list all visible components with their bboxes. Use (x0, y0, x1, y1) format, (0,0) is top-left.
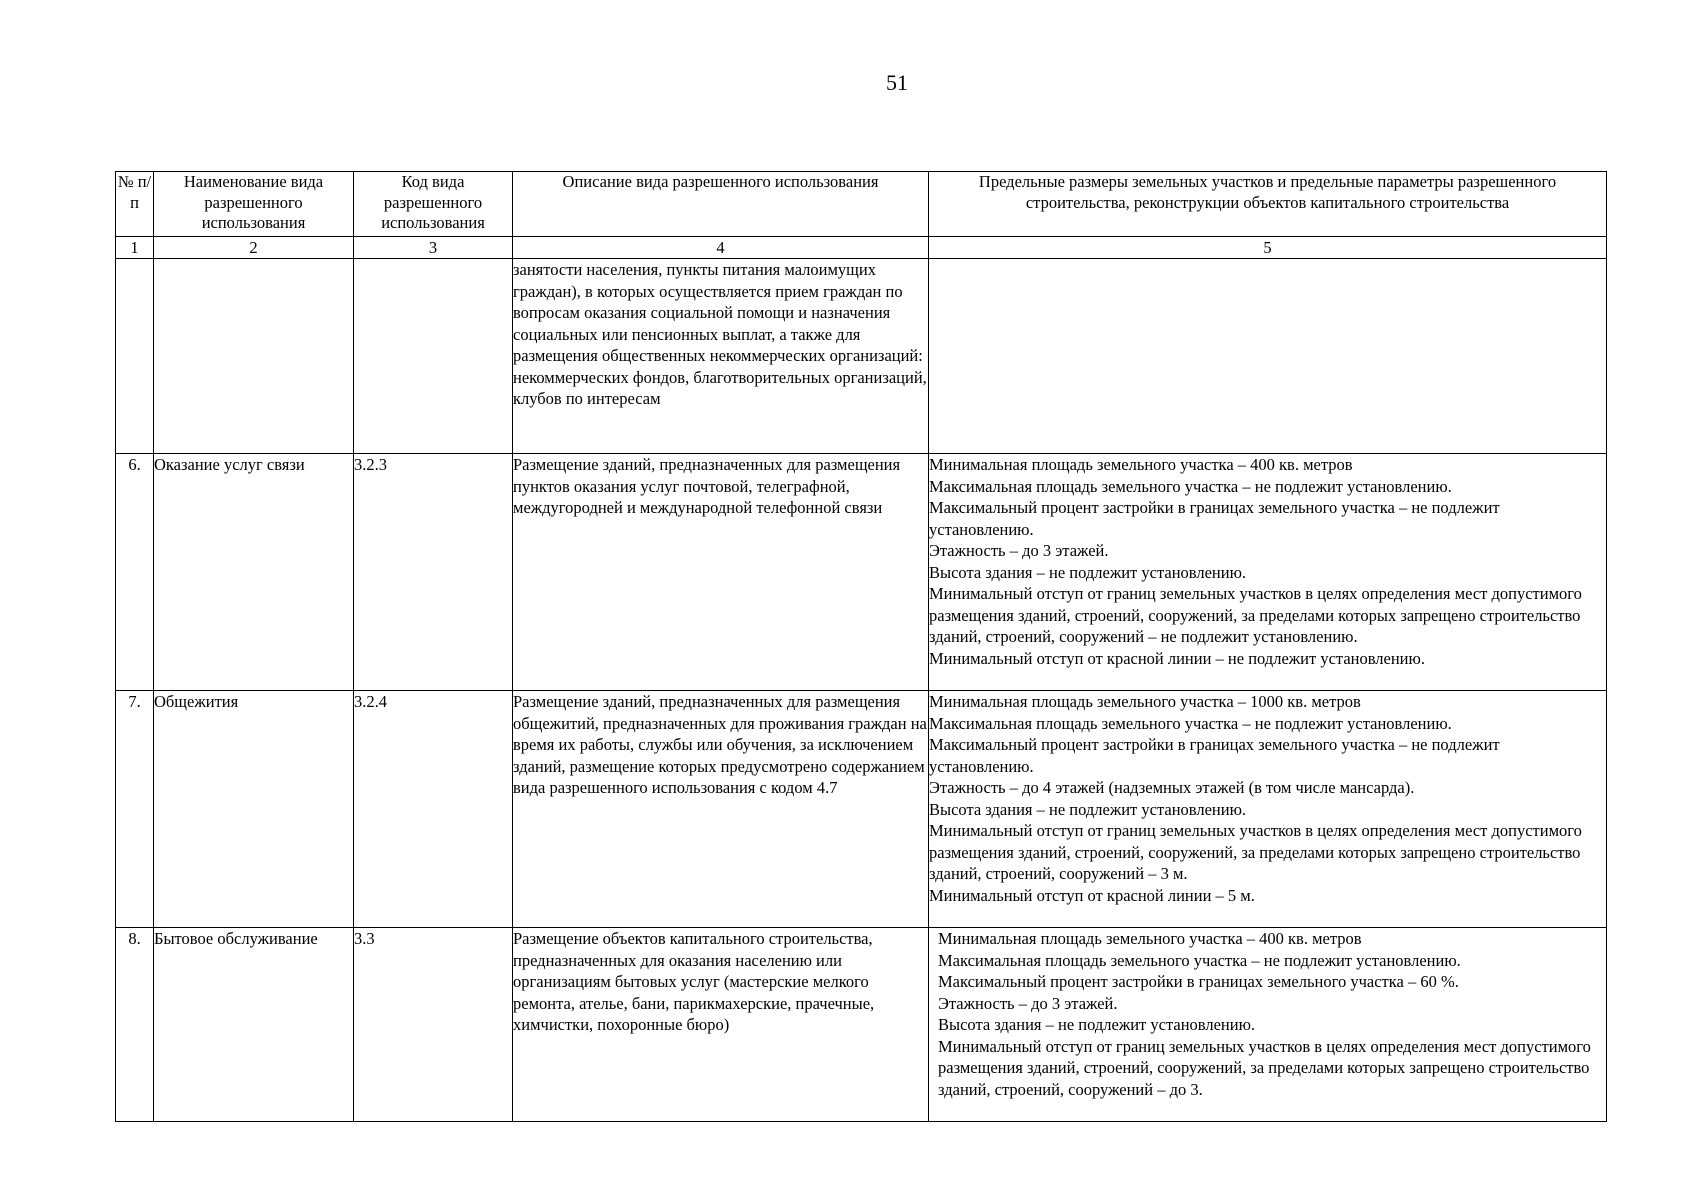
cell-code (354, 259, 513, 454)
parameter-line: Высота здания – не подлежит установлению. (929, 799, 1247, 819)
header-name: Наименование вида разрешенного использования (154, 172, 354, 237)
cell-description: Размещение объектов капитального строительства, предназначенных для оказания населению или организациям бытовых услуг (мастерские мелкого ремонта, ателье, бани, парикмахерские, прачечные, химчистки, похоронные бюро) (513, 928, 929, 1122)
land-use-table (115, 171, 1607, 1122)
parameter-line: Минимальная площадь земельного участка – 1000 кв. метров (929, 692, 1361, 711)
cell-parameters (929, 928, 1607, 1122)
header-parameters: Предельные размеры земельных участков и предельные параметры разрешенного строительства, реконструкции объектов капитального строительства (929, 172, 1607, 237)
header-description: Описание вида разрешенного использования (513, 172, 929, 237)
parameter-line: Минимальный отступ от границ земельных участков в целях определения мест допустимого размещения зданий, строений, сооружений, за пределами которых запрещено строительство зданий, строений, сооружений – 3 м. (929, 821, 1582, 883)
parameter-line: Минимальная площадь земельного участка – 400 кв. метров (938, 929, 1362, 948)
table-row (116, 454, 1607, 691)
column-number: 1 (116, 237, 154, 259)
cell-parameters (929, 454, 1607, 691)
cell-description: Размещение зданий, предназначенных для размещения общежитий, предназначенных для проживания граждан на время их работы, службы или обучения, за исключением зданий, размещение которых предусмотрено содержанием вида разрешенного использования с кодом 4.7 (513, 691, 929, 928)
cell-parameters (929, 691, 1607, 928)
cell-number (116, 259, 154, 454)
cell-number: 6. (116, 454, 154, 691)
cell-name: Бытовое обслуживание (154, 928, 354, 1122)
header-code: Код вида разрешенного использования (354, 172, 513, 237)
parameter-line: Минимальная площадь земельного участка – 400 кв. метров (929, 455, 1353, 474)
cell-parameters (929, 259, 1607, 454)
parameter-line: Максимальная площадь земельного участка – не подлежит установлению. (929, 476, 1452, 496)
cell-number: 7. (116, 691, 154, 928)
column-number: 3 (354, 237, 513, 259)
parameter-line: Этажность – до 4 этажей (надземных этажей (в том числе мансарда). (929, 778, 1415, 797)
table-row (116, 691, 1607, 928)
parameter-line: Минимальный отступ от красной линии – не подлежит установлению. (929, 648, 1425, 668)
parameter-line: Этажность – до 3 этажей. (938, 993, 1118, 1013)
cell-code: 3.2.3 (354, 454, 513, 691)
table-row-continuation (116, 259, 1607, 454)
cell-code: 3.2.4 (354, 691, 513, 928)
parameter-line: Высота здания – не подлежит установлению. (938, 1015, 1256, 1034)
column-numbers-row (116, 237, 1607, 259)
cell-name: Оказание услуг связи (154, 454, 354, 691)
parameter-line: Максимальная площадь земельного участка – не подлежит установлению. (938, 950, 1461, 970)
column-number: 5 (929, 237, 1607, 259)
column-number: 4 (513, 237, 929, 259)
table-header-row (116, 172, 1607, 237)
page-number: 51 (886, 70, 908, 95)
cell-description: занятости населения, пункты питания малоимущих граждан), в которых осуществляется прием граждан по вопросам оказания социальной помощи и назначения социальных или пенсионных выплат, а также для размещения общественных некоммерческих организаций: некоммерческих фондов, благотворительных организаций, клубов по интересам (513, 259, 929, 454)
parameter-line: Минимальный отступ от границ земельных участков в целях определения мест допустимого размещения зданий, строений, сооружений, за пределами которых запрещено строительство зданий, строений, сооружений – не подлежит установлению. (929, 584, 1582, 646)
parameter-line: Минимальный отступ от границ земельных участков в целях определения мест допустимого размещения зданий, строений, сооружений, за пределами которых запрещено строительство зданий, строений, сооружений – до 3. (938, 1036, 1591, 1099)
table-row (116, 928, 1607, 1122)
cell-name: Общежития (154, 691, 354, 928)
parameter-line: Максимальный процент застройки в границах земельного участка – 60 %. (938, 972, 1459, 991)
cell-number: 8. (116, 928, 154, 1122)
parameter-line: Максимальный процент застройки в границах земельного участка – не подлежит установлению. (929, 498, 1500, 539)
parameter-line: Максимальная площадь земельного участка – не подлежит установлению. (929, 713, 1452, 733)
header-number: № п/п (116, 172, 154, 237)
cell-code: 3.3 (354, 928, 513, 1122)
cell-name (154, 259, 354, 454)
parameter-line: Максимальный процент застройки в границах земельного участка – не подлежит установлению. (929, 735, 1500, 776)
parameter-line: Минимальный отступ от красной линии – 5 м. (929, 885, 1255, 905)
column-number: 2 (154, 237, 354, 259)
parameter-line: Этажность – до 3 этажей. (929, 541, 1109, 560)
parameter-line: Высота здания – не подлежит установлению. (929, 562, 1247, 582)
cell-description: Размещение зданий, предназначенных для размещения пунктов оказания услуг почтовой, телеграфной, междугородней и международной телефонной связи (513, 454, 929, 691)
